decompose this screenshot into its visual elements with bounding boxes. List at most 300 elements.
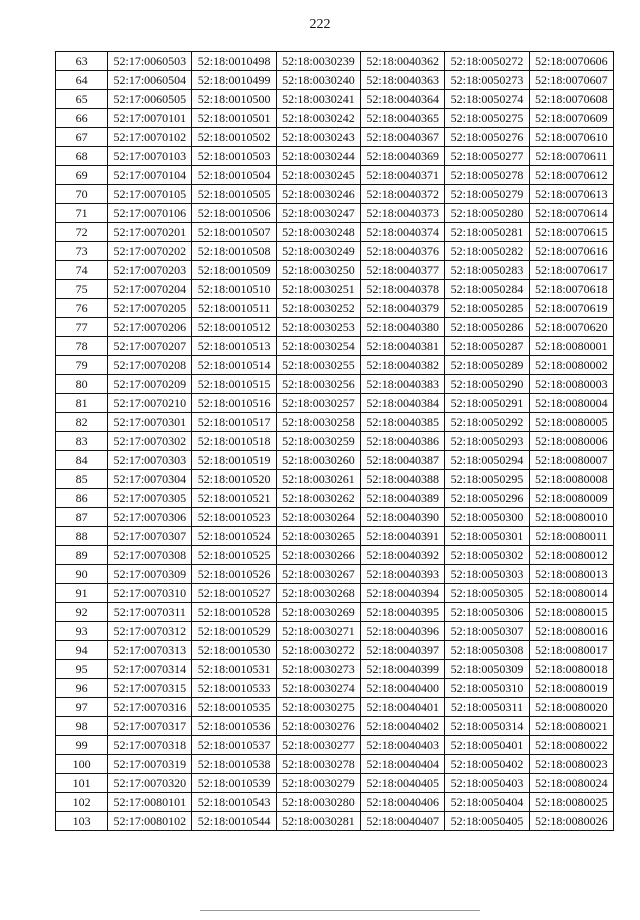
table-row: [56, 280, 614, 299]
row-number-cell: 81: [56, 394, 108, 413]
cadastral-number-cell: 52:18:0050277: [445, 147, 529, 166]
cadastral-number-cell: 52:18:0050302: [445, 546, 529, 565]
cadastral-number-cell: 52:18:0030272: [276, 641, 360, 660]
cadastral-number-cell: 52:18:0040400: [361, 679, 445, 698]
cadastral-number-cell: 52:18:0080018: [529, 660, 613, 679]
cadastral-number-cell: 52:18:0030277: [276, 736, 360, 755]
cadastral-number-cell: 52:18:0010505: [192, 185, 276, 204]
cadastral-number-cell: 52:18:0010508: [192, 242, 276, 261]
row-number-cell: 78: [56, 337, 108, 356]
cadastral-number-cell: 52:17:0080102: [108, 812, 192, 831]
table-row: [56, 375, 614, 394]
cadastral-number-cell: 52:18:0010502: [192, 128, 276, 147]
cadastral-number-cell: 52:17:0070205: [108, 299, 192, 318]
row-number-cell: 90: [56, 565, 108, 584]
row-number-cell: 93: [56, 622, 108, 641]
cadastral-number-cell: 52:18:0050287: [445, 337, 529, 356]
cadastral-number-cell: 52:18:0010543: [192, 793, 276, 812]
cadastral-number-cell: 52:18:0010515: [192, 375, 276, 394]
cadastral-number-cell: 52:18:0040392: [361, 546, 445, 565]
cadastral-number-cell: 52:18:0010500: [192, 90, 276, 109]
cadastral-number-cell: 52:18:0050293: [445, 432, 529, 451]
cadastral-number-cell: 52:18:0050292: [445, 413, 529, 432]
cadastral-number-cell: 52:18:0030279: [276, 774, 360, 793]
cadastral-number-cell: 52:18:0010518: [192, 432, 276, 451]
cadastral-number-cell: 52:18:0070607: [529, 71, 613, 90]
cadastral-number-cell: 52:18:0080006: [529, 432, 613, 451]
cadastral-number-cell: 52:18:0010529: [192, 622, 276, 641]
cadastral-number-cell: 52:18:0030269: [276, 603, 360, 622]
cadastral-number-cell: 52:17:0070101: [108, 109, 192, 128]
cadastral-number-cell: 52:17:0070309: [108, 565, 192, 584]
cadastral-number-cell: 52:18:0010503: [192, 147, 276, 166]
cadastral-number-cell: 52:18:0040399: [361, 660, 445, 679]
row-number-cell: 67: [56, 128, 108, 147]
cadastral-number-cell: 52:18:0050301: [445, 527, 529, 546]
cadastral-number-cell: 52:18:0030246: [276, 185, 360, 204]
row-number-cell: 82: [56, 413, 108, 432]
row-number-cell: 87: [56, 508, 108, 527]
cadastral-number-cell: 52:18:0080021: [529, 717, 613, 736]
cadastral-number-cell: 52:18:0050285: [445, 299, 529, 318]
row-number-cell: 75: [56, 280, 108, 299]
table-row: [56, 413, 614, 432]
cadastral-number-cell: 52:18:0050401: [445, 736, 529, 755]
cadastral-number-cell: 52:18:0030281: [276, 812, 360, 831]
cadastral-number-cell: 52:17:0070301: [108, 413, 192, 432]
row-number-cell: 72: [56, 223, 108, 242]
cadastral-number-cell: 52:18:0010538: [192, 755, 276, 774]
cadastral-number-cell: 52:18:0030253: [276, 318, 360, 337]
cadastral-number-cell: 52:18:0010513: [192, 337, 276, 356]
cadastral-number-cell: 52:18:0080013: [529, 565, 613, 584]
cadastral-number-cell: 52:18:0050276: [445, 128, 529, 147]
cadastral-number-cell: 52:18:0050311: [445, 698, 529, 717]
cadastral-number-cell: 52:18:0040367: [361, 128, 445, 147]
table-row: [56, 185, 614, 204]
cadastral-number-cell: 52:18:0030245: [276, 166, 360, 185]
table-body: [56, 52, 614, 831]
table-row: [56, 261, 614, 280]
row-number-cell: 85: [56, 470, 108, 489]
row-number-cell: 83: [56, 432, 108, 451]
row-number-cell: 69: [56, 166, 108, 185]
table-row: [56, 736, 614, 755]
cadastral-number-cell: 52:18:0040383: [361, 375, 445, 394]
cadastral-number-cell: 52:18:0080009: [529, 489, 613, 508]
cadastral-number-cell: 52:18:0080015: [529, 603, 613, 622]
cadastral-number-cell: 52:18:0030243: [276, 128, 360, 147]
cadastral-number-cell: 52:18:0050275: [445, 109, 529, 128]
cadastral-number-cell: 52:18:0050291: [445, 394, 529, 413]
cadastral-number-cell: 52:18:0040371: [361, 166, 445, 185]
cadastral-number-cell: 52:17:0070308: [108, 546, 192, 565]
cadastral-number-cell: 52:18:0040401: [361, 698, 445, 717]
cadastral-number-cell: 52:18:0050290: [445, 375, 529, 394]
cadastral-number-cell: 52:17:0070105: [108, 185, 192, 204]
cadastral-number-cell: 52:18:0030268: [276, 584, 360, 603]
table-row: [56, 641, 614, 660]
cadastral-number-cell: 52:17:0070314: [108, 660, 192, 679]
cadastral-number-cell: 52:18:0030260: [276, 451, 360, 470]
cadastral-number-cell: 52:17:0070206: [108, 318, 192, 337]
cadastral-number-cell: 52:18:0040389: [361, 489, 445, 508]
cadastral-number-cell: 52:18:0040402: [361, 717, 445, 736]
cadastral-number-cell: 52:17:0070106: [108, 204, 192, 223]
cadastral-number-cell: 52:17:0070209: [108, 375, 192, 394]
cadastral-number-cell: 52:17:0070305: [108, 489, 192, 508]
cadastral-number-cell: 52:18:0050303: [445, 565, 529, 584]
row-number-cell: 71: [56, 204, 108, 223]
cadastral-number-cell: 52:18:0050300: [445, 508, 529, 527]
cadastral-number-cell: 52:17:0070302: [108, 432, 192, 451]
cadastral-number-cell: 52:18:0080012: [529, 546, 613, 565]
table-row: [56, 508, 614, 527]
cadastral-number-cell: 52:17:0070315: [108, 679, 192, 698]
cadastral-number-cell: 52:18:0010544: [192, 812, 276, 831]
cadastral-number-cell: 52:18:0070611: [529, 147, 613, 166]
cadastral-number-cell: 52:18:0010531: [192, 660, 276, 679]
cadastral-number-cell: 52:18:0050273: [445, 71, 529, 90]
bottom-scan-rule: [200, 910, 480, 911]
table-row: [56, 812, 614, 831]
cadastral-number-cell: 52:18:0080007: [529, 451, 613, 470]
cadastral-number-cell: 52:17:0070316: [108, 698, 192, 717]
cadastral-number-cell: 52:18:0040362: [361, 52, 445, 71]
cadastral-number-cell: 52:17:0070207: [108, 337, 192, 356]
cadastral-number-cell: 52:17:0070317: [108, 717, 192, 736]
cadastral-number-cell: 52:18:0050284: [445, 280, 529, 299]
cadastral-number-cell: 52:18:0050283: [445, 261, 529, 280]
cadastral-number-cell: 52:18:0010520: [192, 470, 276, 489]
cadastral-number-cell: 52:18:0050403: [445, 774, 529, 793]
cadastral-number-cell: 52:18:0040377: [361, 261, 445, 280]
table-row: [56, 698, 614, 717]
table-row: [56, 679, 614, 698]
cadastral-number-cell: 52:18:0080014: [529, 584, 613, 603]
row-number-cell: 102: [56, 793, 108, 812]
cadastral-number-cell: 52:18:0050310: [445, 679, 529, 698]
cadastral-number-cell: 52:18:0040388: [361, 470, 445, 489]
cadastral-number-cell: 52:17:0070313: [108, 641, 192, 660]
cadastral-number-cell: 52:18:0040406: [361, 793, 445, 812]
cadastral-number-cell: 52:18:0080010: [529, 508, 613, 527]
table-row: [56, 223, 614, 242]
cadastral-number-cell: 52:18:0010509: [192, 261, 276, 280]
cadastral-number-cell: 52:18:0040403: [361, 736, 445, 755]
cadastral-number-table: [55, 51, 614, 831]
cadastral-number-cell: 52:18:0040369: [361, 147, 445, 166]
row-number-cell: 64: [56, 71, 108, 90]
cadastral-number-cell: 52:17:0070307: [108, 527, 192, 546]
cadastral-number-cell: 52:18:0080003: [529, 375, 613, 394]
table-row: [56, 755, 614, 774]
table-row: [56, 71, 614, 90]
cadastral-number-cell: 52:18:0010521: [192, 489, 276, 508]
cadastral-number-cell: 52:18:0030254: [276, 337, 360, 356]
cadastral-number-cell: 52:18:0080008: [529, 470, 613, 489]
cadastral-number-cell: 52:18:0070617: [529, 261, 613, 280]
cadastral-number-cell: 52:18:0040381: [361, 337, 445, 356]
cadastral-number-cell: 52:18:0010539: [192, 774, 276, 793]
cadastral-number-cell: 52:18:0010523: [192, 508, 276, 527]
row-number-cell: 79: [56, 356, 108, 375]
cadastral-table-container: [55, 51, 614, 831]
cadastral-number-cell: 52:18:0030255: [276, 356, 360, 375]
cadastral-number-cell: 52:18:0030257: [276, 394, 360, 413]
cadastral-number-cell: 52:18:0050307: [445, 622, 529, 641]
cadastral-number-cell: 52:18:0040363: [361, 71, 445, 90]
cadastral-number-cell: 52:17:0070312: [108, 622, 192, 641]
cadastral-number-cell: 52:18:0050286: [445, 318, 529, 337]
cadastral-number-cell: 52:18:0040390: [361, 508, 445, 527]
table-row: [56, 299, 614, 318]
cadastral-number-cell: 52:17:0070320: [108, 774, 192, 793]
row-number-cell: 91: [56, 584, 108, 603]
row-number-cell: 92: [56, 603, 108, 622]
page-number: 222: [309, 17, 331, 32]
table-row: [56, 527, 614, 546]
table-row: [56, 318, 614, 337]
cadastral-number-cell: 52:18:0040393: [361, 565, 445, 584]
table-row: [56, 147, 614, 166]
cadastral-number-cell: 52:18:0040374: [361, 223, 445, 242]
cadastral-number-cell: 52:18:0050280: [445, 204, 529, 223]
cadastral-number-cell: 52:18:0030249: [276, 242, 360, 261]
row-number-cell: 65: [56, 90, 108, 109]
cadastral-number-cell: 52:18:0040379: [361, 299, 445, 318]
cadastral-number-cell: 52:18:0080026: [529, 812, 613, 831]
cadastral-number-cell: 52:18:0050402: [445, 755, 529, 774]
cadastral-number-cell: 52:18:0010501: [192, 109, 276, 128]
row-number-cell: 80: [56, 375, 108, 394]
cadastral-number-cell: 52:18:0030274: [276, 679, 360, 698]
cadastral-number-cell: 52:18:0070615: [529, 223, 613, 242]
cadastral-number-cell: 52:17:0070303: [108, 451, 192, 470]
cadastral-number-cell: 52:17:0070103: [108, 147, 192, 166]
cadastral-number-cell: 52:17:0070311: [108, 603, 192, 622]
row-number-cell: 103: [56, 812, 108, 831]
cadastral-number-cell: 52:18:0080004: [529, 394, 613, 413]
table-row: [56, 432, 614, 451]
cadastral-number-cell: 52:18:0010527: [192, 584, 276, 603]
cadastral-number-cell: 52:18:0010514: [192, 356, 276, 375]
cadastral-number-cell: 52:18:0080020: [529, 698, 613, 717]
cadastral-number-cell: 52:18:0030248: [276, 223, 360, 242]
cadastral-number-cell: 52:18:0030259: [276, 432, 360, 451]
cadastral-number-cell: 52:18:0030250: [276, 261, 360, 280]
table-row: [56, 356, 614, 375]
cadastral-number-cell: 52:18:0030242: [276, 109, 360, 128]
row-number-cell: 96: [56, 679, 108, 698]
table-row: [56, 584, 614, 603]
cadastral-number-cell: 52:18:0010537: [192, 736, 276, 755]
cadastral-number-cell: 52:17:0070104: [108, 166, 192, 185]
cadastral-number-cell: 52:18:0070616: [529, 242, 613, 261]
row-number-cell: 70: [56, 185, 108, 204]
cadastral-number-cell: 52:18:0040407: [361, 812, 445, 831]
cadastral-number-cell: 52:18:0030278: [276, 755, 360, 774]
table-row: [56, 52, 614, 71]
cadastral-number-cell: 52:18:0030265: [276, 527, 360, 546]
cadastral-number-cell: 52:18:0050272: [445, 52, 529, 71]
cadastral-number-cell: 52:17:0070203: [108, 261, 192, 280]
cadastral-number-cell: 52:18:0040384: [361, 394, 445, 413]
row-number-cell: 94: [56, 641, 108, 660]
cadastral-number-cell: 52:18:0040391: [361, 527, 445, 546]
table-row: [56, 337, 614, 356]
cadastral-number-cell: 52:18:0010510: [192, 280, 276, 299]
cadastral-number-cell: 52:18:0030258: [276, 413, 360, 432]
cadastral-number-cell: 52:18:0030273: [276, 660, 360, 679]
cadastral-number-cell: 52:18:0050308: [445, 641, 529, 660]
cadastral-number-cell: 52:18:0070609: [529, 109, 613, 128]
cadastral-number-cell: 52:18:0040378: [361, 280, 445, 299]
cadastral-number-cell: 52:18:0010499: [192, 71, 276, 90]
cadastral-number-cell: 52:18:0030262: [276, 489, 360, 508]
cadastral-number-cell: 52:18:0070619: [529, 299, 613, 318]
cadastral-number-cell: 52:18:0010530: [192, 641, 276, 660]
cadastral-number-cell: 52:18:0030241: [276, 90, 360, 109]
cadastral-number-cell: 52:18:0030240: [276, 71, 360, 90]
cadastral-number-cell: 52:17:0060504: [108, 71, 192, 90]
row-number-cell: 100: [56, 755, 108, 774]
cadastral-number-cell: 52:18:0010507: [192, 223, 276, 242]
table-row: [56, 565, 614, 584]
cadastral-number-cell: 52:17:0070201: [108, 223, 192, 242]
cadastral-number-cell: 52:18:0010516: [192, 394, 276, 413]
table-row: [56, 489, 614, 508]
cadastral-number-cell: 52:17:0070204: [108, 280, 192, 299]
cadastral-number-cell: 52:17:0070208: [108, 356, 192, 375]
cadastral-number-cell: 52:18:0010512: [192, 318, 276, 337]
cadastral-number-cell: 52:18:0070618: [529, 280, 613, 299]
cadastral-number-cell: 52:18:0040396: [361, 622, 445, 641]
table-row: [56, 470, 614, 489]
cadastral-number-cell: 52:18:0040372: [361, 185, 445, 204]
cadastral-number-cell: 52:18:0080002: [529, 356, 613, 375]
cadastral-number-cell: 52:18:0040382: [361, 356, 445, 375]
row-number-cell: 68: [56, 147, 108, 166]
cadastral-number-cell: 52:18:0030252: [276, 299, 360, 318]
cadastral-number-cell: 52:18:0050295: [445, 470, 529, 489]
table-row: [56, 109, 614, 128]
cadastral-number-cell: 52:18:0030261: [276, 470, 360, 489]
cadastral-number-cell: 52:18:0050282: [445, 242, 529, 261]
cadastral-number-cell: 52:18:0050294: [445, 451, 529, 470]
cadastral-number-cell: 52:17:0070318: [108, 736, 192, 755]
row-number-cell: 88: [56, 527, 108, 546]
cadastral-number-cell: 52:17:0070310: [108, 584, 192, 603]
cadastral-number-cell: 52:18:0040405: [361, 774, 445, 793]
table-row: [56, 394, 614, 413]
cadastral-number-cell: 52:18:0080005: [529, 413, 613, 432]
cadastral-number-cell: 52:18:0040386: [361, 432, 445, 451]
cadastral-number-cell: 52:18:0010524: [192, 527, 276, 546]
cadastral-number-cell: 52:18:0040365: [361, 109, 445, 128]
cadastral-number-cell: 52:17:0070210: [108, 394, 192, 413]
cadastral-number-cell: 52:18:0040394: [361, 584, 445, 603]
cadastral-number-cell: 52:18:0040397: [361, 641, 445, 660]
cadastral-number-cell: 52:18:0040373: [361, 204, 445, 223]
cadastral-number-cell: 52:18:0030276: [276, 717, 360, 736]
row-number-cell: 99: [56, 736, 108, 755]
cadastral-number-cell: 52:18:0080011: [529, 527, 613, 546]
cadastral-number-cell: 52:18:0070608: [529, 90, 613, 109]
cadastral-number-cell: 52:18:0040385: [361, 413, 445, 432]
cadastral-number-cell: 52:18:0030271: [276, 622, 360, 641]
row-number-cell: 63: [56, 52, 108, 71]
cadastral-number-cell: 52:18:0040380: [361, 318, 445, 337]
cadastral-number-cell: 52:18:0040404: [361, 755, 445, 774]
cadastral-number-cell: 52:18:0030264: [276, 508, 360, 527]
cadastral-number-cell: 52:18:0070610: [529, 128, 613, 147]
cadastral-number-cell: 52:17:0080101: [108, 793, 192, 812]
cadastral-number-cell: 52:18:0050289: [445, 356, 529, 375]
cadastral-number-cell: 52:18:0070612: [529, 166, 613, 185]
cadastral-number-cell: 52:18:0010506: [192, 204, 276, 223]
table-row: [56, 90, 614, 109]
cadastral-number-cell: 52:18:0030244: [276, 147, 360, 166]
row-number-cell: 97: [56, 698, 108, 717]
row-number-cell: 73: [56, 242, 108, 261]
cadastral-number-cell: 52:18:0030247: [276, 204, 360, 223]
cadastral-number-cell: 52:18:0080023: [529, 755, 613, 774]
cadastral-number-cell: 52:18:0030256: [276, 375, 360, 394]
cadastral-number-cell: 52:17:0060503: [108, 52, 192, 71]
table-row: [56, 660, 614, 679]
cadastral-number-cell: 52:18:0010536: [192, 717, 276, 736]
cadastral-number-cell: 52:18:0050274: [445, 90, 529, 109]
cadastral-number-cell: 52:18:0050305: [445, 584, 529, 603]
cadastral-number-cell: 52:18:0080001: [529, 337, 613, 356]
cadastral-number-cell: 52:18:0080017: [529, 641, 613, 660]
cadastral-number-cell: 52:18:0010535: [192, 698, 276, 717]
cadastral-number-cell: 52:17:0070102: [108, 128, 192, 147]
cadastral-number-cell: 52:18:0070613: [529, 185, 613, 204]
row-number-cell: 66: [56, 109, 108, 128]
cadastral-number-cell: 52:18:0080019: [529, 679, 613, 698]
table-row: [56, 622, 614, 641]
cadastral-number-cell: 52:18:0080025: [529, 793, 613, 812]
cadastral-number-cell: 52:17:0070306: [108, 508, 192, 527]
row-number-cell: 84: [56, 451, 108, 470]
cadastral-number-cell: 52:18:0040376: [361, 242, 445, 261]
cadastral-number-cell: 52:18:0030275: [276, 698, 360, 717]
cadastral-number-cell: 52:18:0050306: [445, 603, 529, 622]
cadastral-number-cell: 52:18:0030251: [276, 280, 360, 299]
cadastral-number-cell: 52:18:0010504: [192, 166, 276, 185]
cadastral-number-cell: 52:18:0050314: [445, 717, 529, 736]
cadastral-number-cell: 52:18:0080022: [529, 736, 613, 755]
cadastral-number-cell: 52:18:0010517: [192, 413, 276, 432]
cadastral-number-cell: 52:18:0050296: [445, 489, 529, 508]
table-row: [56, 546, 614, 565]
row-number-cell: 95: [56, 660, 108, 679]
cadastral-number-cell: 52:18:0010525: [192, 546, 276, 565]
cadastral-number-cell: 52:18:0050278: [445, 166, 529, 185]
cadastral-number-cell: 52:18:0050281: [445, 223, 529, 242]
row-number-cell: 76: [56, 299, 108, 318]
cadastral-number-cell: 52:18:0010533: [192, 679, 276, 698]
cadastral-number-cell: 52:18:0050404: [445, 793, 529, 812]
cadastral-number-cell: 52:18:0010498: [192, 52, 276, 71]
table-row: [56, 242, 614, 261]
table-row: [56, 204, 614, 223]
cadastral-number-cell: 52:18:0080024: [529, 774, 613, 793]
cadastral-number-cell: 52:18:0030266: [276, 546, 360, 565]
cadastral-number-cell: 52:18:0080016: [529, 622, 613, 641]
